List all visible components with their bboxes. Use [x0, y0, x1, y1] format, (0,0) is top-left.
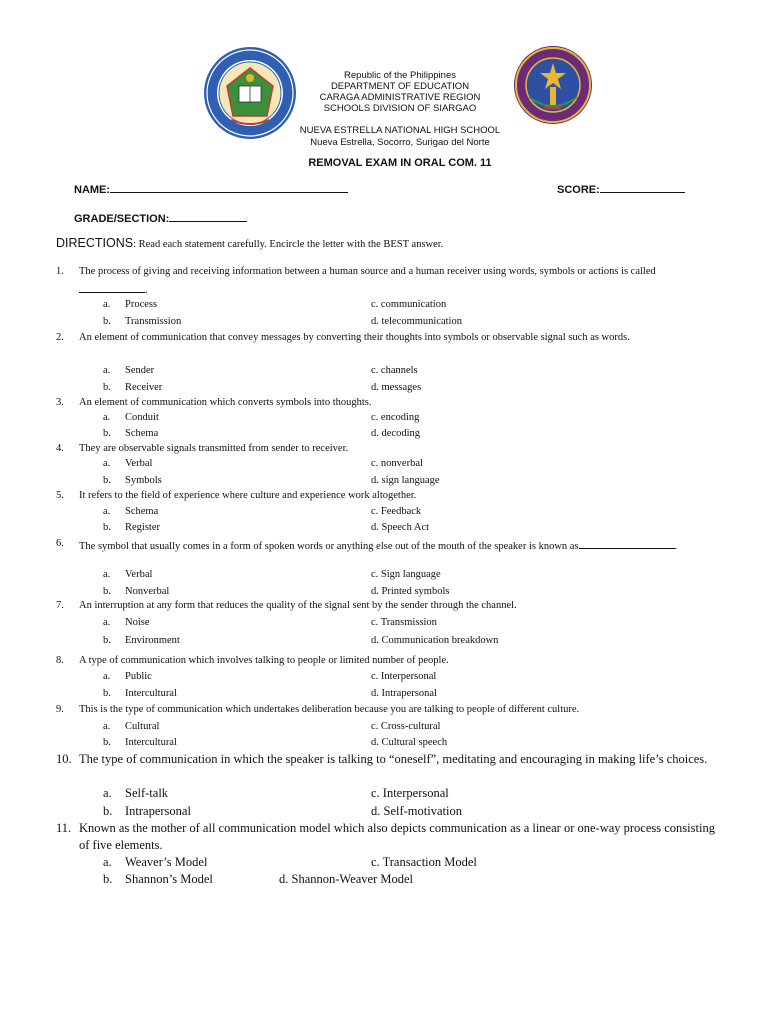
option-c[interactable]: c. nonverbal	[371, 458, 423, 469]
question-text: The symbol that usually comes in a form of spoken words or anything else out of the mouth of the speaker is known as	[79, 541, 579, 552]
option-c[interactable]: c. Interpersonal	[371, 671, 437, 682]
score-blank[interactable]	[600, 181, 685, 193]
option-d[interactable]: d. Printed symbols	[371, 586, 450, 597]
option-a[interactable]: a. Sender	[103, 365, 155, 376]
header-division: SCHOOLS DIVISION OF SIARGAO	[323, 103, 477, 114]
question-number: 4.	[56, 443, 64, 454]
question-number: 2.	[56, 332, 64, 343]
question-text: They are observable signals transmitted from sender to receiver.	[79, 443, 349, 454]
question-text: An element of communication which converts symbols into thoughts.	[79, 397, 372, 408]
answer-blank	[579, 536, 675, 549]
option-b[interactable]: b. Nonverbal	[103, 586, 170, 597]
grade-section-field[interactable]	[74, 210, 247, 225]
option-b[interactable]: b. Intercultural	[103, 688, 177, 699]
option-b[interactable]: b. Shannon’s Model	[103, 872, 213, 886]
answer-blank	[79, 280, 145, 293]
option-a[interactable]: a. Conduit	[103, 412, 159, 423]
question-number: 5.	[56, 490, 64, 501]
question-number: 6.	[56, 538, 64, 549]
question-text: Known as the mother of all communication model which also depicts communication as a linear or one-way process consisting of five elements.	[79, 821, 715, 852]
question-text: A type of communication which involves talking to people or limited number of people.	[79, 655, 449, 666]
option-c[interactable]: c. Sign language	[371, 569, 441, 580]
option-c[interactable]: c. Transaction Model	[371, 855, 477, 869]
option-b[interactable]: b. Schema	[103, 428, 159, 439]
question-text: The process of giving and receiving information between a human source and a human receiver using words, symbols or actions is called	[79, 266, 656, 277]
name-label: NAME:	[74, 184, 111, 196]
option-d[interactable]: d. Speech Act	[371, 522, 430, 533]
option-b[interactable]: b. Environment	[103, 635, 180, 646]
name-blank[interactable]	[110, 181, 348, 193]
header-department: DEPARTMENT OF EDUCATION	[330, 81, 470, 92]
option-b[interactable]: b. Register	[103, 522, 160, 533]
name-field[interactable]	[74, 181, 348, 196]
grade-section-blank[interactable]	[169, 210, 247, 222]
option-a[interactable]: a. Cultural	[103, 721, 160, 732]
question-number: 11.	[56, 821, 72, 835]
question-text: It refers to the field of experience where culture and experience work altogether.	[79, 490, 417, 501]
option-b[interactable]: b. Intrapersonal	[103, 804, 191, 818]
option-d[interactable]: d. Shannon-Weaver Model	[279, 872, 414, 886]
option-d[interactable]: d. decoding	[371, 428, 420, 439]
option-b[interactable]: b. Symbols	[103, 475, 162, 486]
option-a[interactable]: a. Verbal	[103, 458, 153, 469]
directions-text: : Read each statement carefully. Encircle the letter with the BEST answer.	[133, 239, 444, 250]
option-c[interactable]: c. Feedback	[371, 506, 422, 517]
option-a[interactable]: a. Verbal	[103, 569, 153, 580]
option-a[interactable]: a. Weaver’s Model	[103, 855, 208, 869]
option-d[interactable]: d. telecommunication	[371, 316, 462, 327]
option-c[interactable]: c. Transmission	[371, 617, 437, 628]
directions	[56, 236, 443, 250]
option-c[interactable]: c. Interpersonal	[371, 786, 449, 800]
header-republic: Republic of the Philippines	[344, 70, 456, 81]
grade-section-label: GRADE/SECTION:	[74, 213, 170, 225]
question-text: The type of communication in which the speaker is talking to “oneself”, meditating and encouraging in making life’s choices.	[79, 752, 708, 766]
question-text: An element of communication that convey messages by converting their thoughts into symbols or observable signal such as words.	[79, 332, 630, 343]
option-c[interactable]: c. Cross-cultural	[371, 721, 441, 732]
question-number: 8.	[56, 655, 64, 666]
option-d[interactable]: d. messages	[371, 382, 422, 393]
score-field[interactable]	[557, 181, 685, 196]
option-d[interactable]: d. Self-motivation	[371, 804, 462, 818]
question-number: 3.	[56, 397, 64, 408]
question-number: 1.	[56, 266, 64, 277]
header-school: NUEVA ESTRELLA NATIONAL HIGH SCHOOL	[299, 125, 501, 136]
question-number: 7.	[56, 600, 64, 611]
score-label: SCORE:	[557, 184, 600, 196]
option-d[interactable]: d. Intrapersonal	[371, 688, 437, 699]
option-c[interactable]: c. channels	[371, 365, 418, 376]
option-d[interactable]: d. Cultural speech	[371, 737, 448, 748]
header-address: Nueva Estrella, Socorro, Surigao del Norte	[310, 137, 490, 148]
option-a[interactable]: a. Process	[103, 299, 158, 310]
option-a[interactable]: a. Noise	[103, 617, 150, 628]
exam-title: REMOVAL EXAM IN ORAL COM. 11	[308, 157, 492, 169]
header-region: CARAGA ADMINISTRATIVE REGION	[319, 92, 481, 103]
question-number: 9.	[56, 704, 64, 715]
option-c[interactable]: c. encoding	[371, 412, 420, 423]
option-d[interactable]: d. sign language	[371, 475, 440, 486]
option-a[interactable]: a. Public	[103, 671, 152, 682]
option-b[interactable]: b. Receiver	[103, 382, 163, 393]
directions-label: DIRECTIONS	[56, 236, 134, 250]
question-suffix: .	[145, 285, 148, 296]
question-text: An interruption at any form that reduces the quality of the signal sent by the sender through the channel.	[79, 600, 517, 611]
option-c[interactable]: c. communication	[371, 299, 447, 310]
option-b[interactable]: b. Transmission	[103, 316, 182, 327]
question-suffix: .	[674, 541, 678, 552]
option-a[interactable]: a. Schema	[103, 506, 159, 517]
question-text: This is the type of communication which undertakes deliberation because you are talking to people of different culture.	[79, 704, 580, 715]
question-number: 10.	[56, 752, 72, 766]
option-b[interactable]: b. Intercultural	[103, 737, 177, 748]
option-d[interactable]: d. Communication breakdown	[371, 635, 499, 646]
option-a[interactable]: a. Self-talk	[103, 786, 169, 800]
